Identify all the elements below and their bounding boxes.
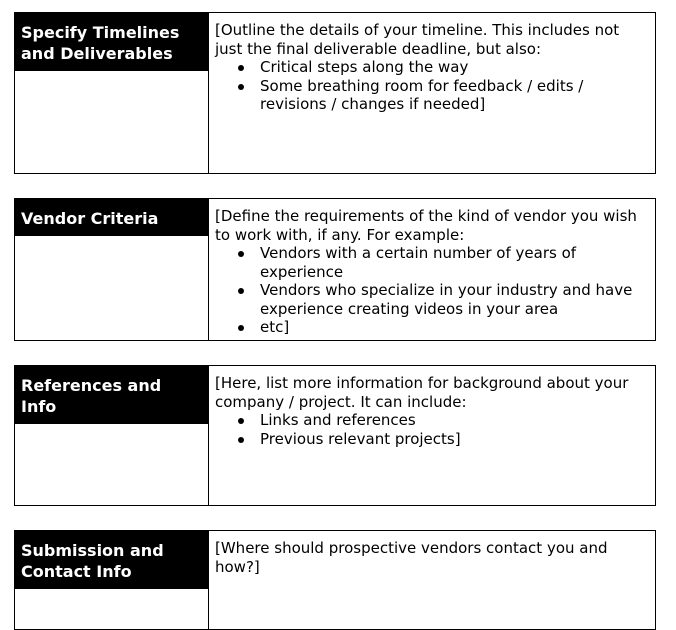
bullet-icon [238,288,244,294]
list-item-text: Previous relevant projects] [260,429,461,448]
list-item-text: Vendors with a certain number of years of experience [260,244,577,281]
bullet-icon [238,65,244,71]
section-heading: Submission and Contact Info [15,531,208,589]
section-intro-text: [Where should prospective vendors contact you and how?] [215,539,608,576]
section-intro-text: [Here, list more information for background about your company / project. It can include: [215,374,629,411]
list-item-text: Vendors who specialize in your industry and have experience creating videos in your area [260,281,633,318]
list-item [260,430,645,449]
list-item-text: Links and references [260,411,416,429]
bullet-icon [238,418,244,424]
bullet-icon [238,437,244,443]
list-item-text: etc] [260,318,290,336]
list-item [260,58,645,77]
section-vendor-criteria [14,198,656,341]
section-content[interactable] [209,366,655,505]
list-item [260,318,645,337]
list-item-text: Some breathing room for feedback / edits / revisions / changes if needed] [260,76,584,113]
section-heading: References and Info [15,366,208,424]
bullet-icon [238,251,244,257]
bullet-icon [238,325,244,331]
list-item-text: Critical steps along the way [260,58,469,76]
section-content[interactable] [209,13,655,173]
section-label-column [15,13,209,173]
bullet-icon [238,84,244,90]
section-content[interactable] [209,199,655,340]
bullet-list [215,411,645,448]
section-label-column [15,199,209,340]
section-submission-contact [14,530,656,630]
section-references-info [14,365,656,506]
list-item [260,244,645,281]
bullet-list [215,58,645,114]
section-intro-text: [Define the requirements of the kind of vendor you wish to work with, if any. For example: [215,207,637,244]
section-heading: Vendor Criteria [15,199,208,236]
section-content[interactable] [209,531,655,629]
list-item [260,411,645,430]
section-timelines-deliverables [14,12,656,174]
section-heading: Specify Timelines and Deliverables [15,13,208,71]
list-item [260,281,645,318]
section-label-column [15,366,209,505]
section-label-column [15,531,209,629]
list-item [260,77,645,114]
section-intro-text: [Outline the details of your timeline. This includes not just the final deliverable deadline, but also: [215,21,620,58]
bullet-list [215,244,645,337]
